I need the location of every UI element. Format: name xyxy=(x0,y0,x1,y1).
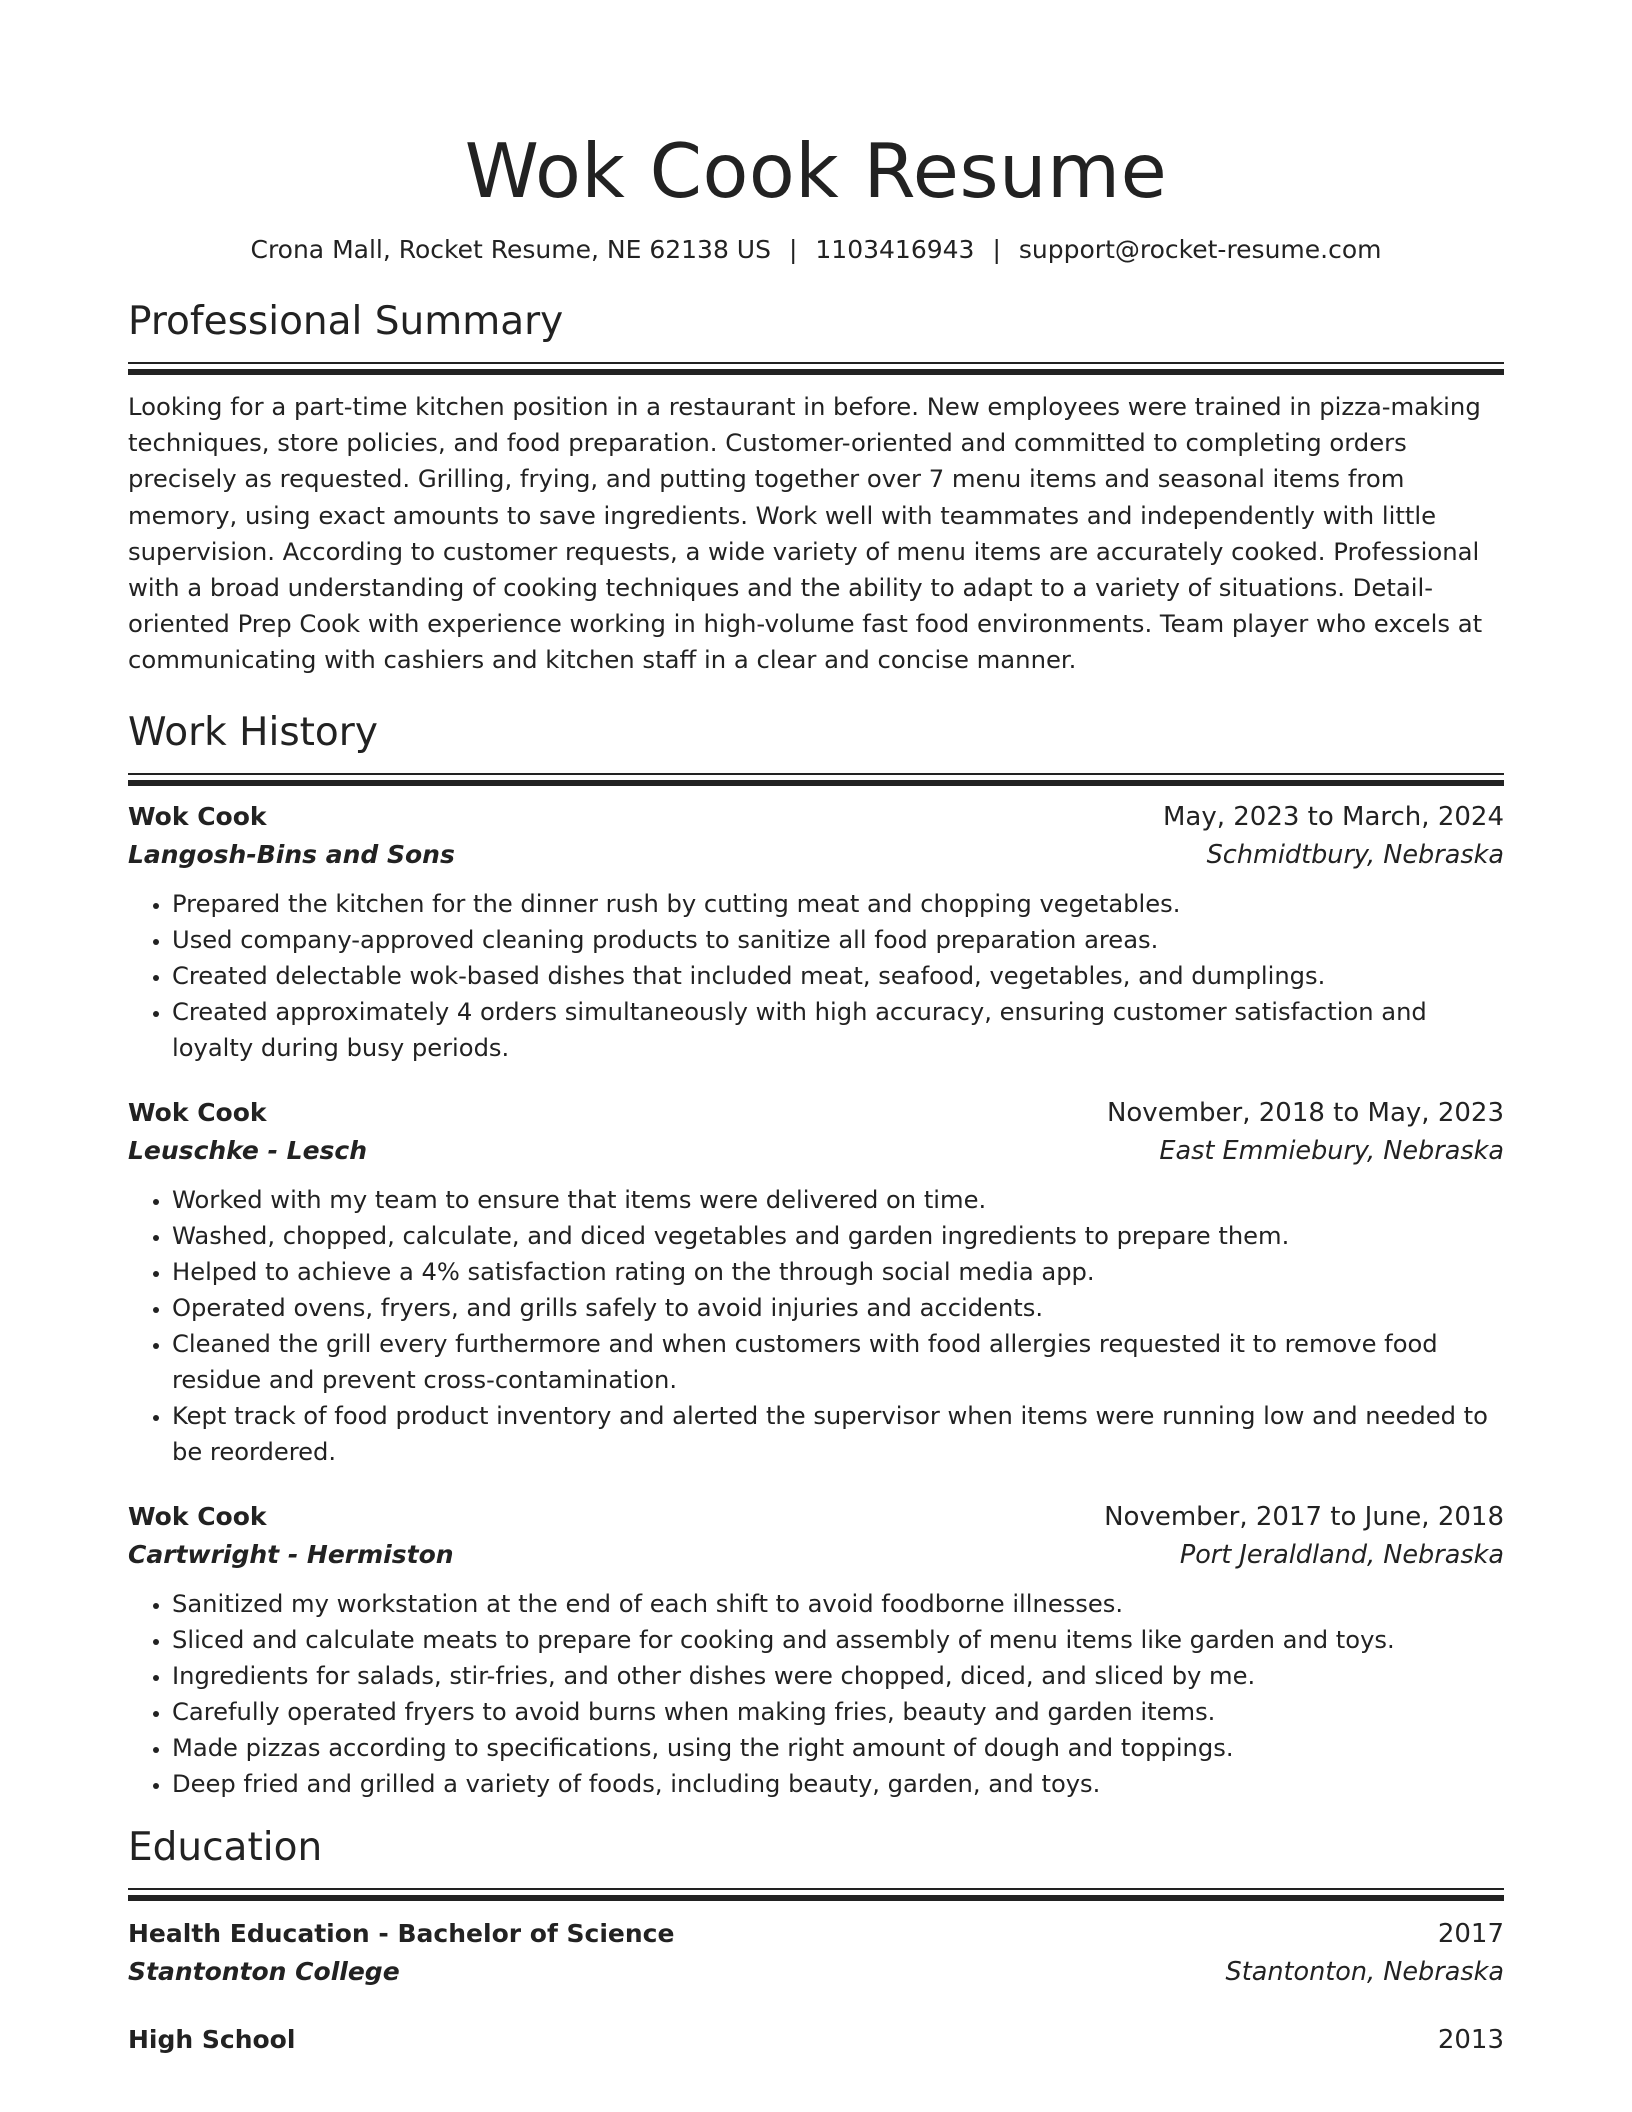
list-item: • Sliced and calculate meats to prepare for cooking and assembly of menu items like garden and toys. xyxy=(172,1622,1504,1658)
education-entry xyxy=(128,2021,1504,2059)
section-title-education: Education xyxy=(128,1824,323,1870)
education-section xyxy=(128,1822,1504,2059)
school-location: Stantonton, Nebraska xyxy=(1225,1956,1504,1987)
company-name: Leuschke - Lesch xyxy=(128,1135,368,1165)
job-entry xyxy=(128,1498,1504,1802)
job-title: Wok Cook xyxy=(128,1501,267,1531)
job-duties-list xyxy=(128,1182,1504,1470)
summary-section xyxy=(128,296,1504,679)
list-item: • Operated ovens, fryers, and grills safely to avoid injuries and accidents. xyxy=(172,1290,1504,1326)
job-dates: May, 2023 to March, 2024 xyxy=(1162,801,1504,832)
list-item: • Washed, chopped, calculate, and diced vegetables and garden ingredients to prepare them. xyxy=(172,1218,1504,1254)
contact-phone: 1103416943 xyxy=(815,235,975,264)
section-title-work-history: Work History xyxy=(128,709,378,755)
contact-address: Crona Mall, Rocket Resume, NE 62138 US xyxy=(250,235,771,264)
list-item: • Prepared the kitchen for the dinner rush by cutting meat and chopping vegetables. xyxy=(172,886,1504,922)
job-location: East Emmiebury, Nebraska xyxy=(1159,1135,1504,1166)
graduation-year: 2017 xyxy=(1437,1918,1504,1949)
company-name: Cartwright - Hermiston xyxy=(128,1539,454,1569)
list-item: • Made pizzas according to specifications, using the right amount of dough and toppings. xyxy=(172,1730,1504,1766)
job-location: Port Jeraldland, Nebraska xyxy=(1179,1539,1504,1570)
list-item: • Created approximately 4 orders simultaneously with high accuracy, ensuring customer satisfaction and loyalty during busy periods. xyxy=(172,994,1504,1066)
degree-name: Health Education - Bachelor of Science xyxy=(128,1918,675,1948)
school-name: Stantonton College xyxy=(128,1956,400,1986)
section-title-summary: Professional Summary xyxy=(128,299,564,344)
list-item: • Ingredients for salads, stir-fries, and other dishes were chopped, diced, and sliced by me. xyxy=(172,1658,1504,1694)
list-item: • Sanitized my workstation at the end of each shift to avoid foodborne illnesses. xyxy=(172,1586,1504,1622)
contact-separator: | xyxy=(788,235,798,264)
list-item: • Carefully operated fryers to avoid burns when making fries, beauty and garden items. xyxy=(172,1694,1504,1730)
list-item: • Worked with my team to ensure that items were delivered on time. xyxy=(172,1182,1504,1218)
resume-title: Wok Cook Resume xyxy=(464,127,1168,215)
list-item: • Cleaned the grill every furthermore and when customers with food allergies requested it to remove food residue and prevent cross-contamination. xyxy=(172,1326,1504,1398)
summary-text: Looking for a part-time kitchen position in a restaurant in before. New employees were trained in pizza-making techniques, store policies, and food preparation. Customer-oriented and committed to completing orders precisely as requested. Grilling, frying, and putting together over 7 menu items and seasonal items from memory, using exact amounts to save ingredients. Work well with teammates and independently with little supervision. According to customer requests, a wide variety of menu items are accurately cooked. Professional with a broad understanding of cooking techniques and the ability to adapt to a variety of situations. Detail-oriented Prep Cook with experience working in high-volume fast food environments. Team player who excels at communicating with cashiers and kitchen staff in a clear and concise manner. xyxy=(128,392,1483,675)
job-title: Wok Cook xyxy=(128,801,267,831)
job-title: Wok Cook xyxy=(128,1097,267,1127)
graduation-year: 2013 xyxy=(1437,2024,1504,2055)
contact-line xyxy=(128,234,1504,266)
list-item: • Used company-approved cleaning products to sanitize all food preparation areas. xyxy=(172,922,1504,958)
contact-email: support@rocket-resume.com xyxy=(1018,235,1382,264)
job-duties-list xyxy=(128,886,1504,1066)
education-entry xyxy=(128,1915,1504,1991)
job-dates: November, 2018 to May, 2023 xyxy=(1106,1097,1504,1128)
section-divider xyxy=(128,773,1504,786)
job-entry xyxy=(128,1094,1504,1470)
list-item: • Kept track of food product inventory and alerted the supervisor when items were running low and needed to be reordered. xyxy=(172,1398,1504,1470)
degree-name: High School xyxy=(128,2024,296,2054)
section-divider xyxy=(128,1888,1504,1901)
list-item: • Helped to achieve a 4% satisfaction rating on the through social media app. xyxy=(172,1254,1504,1290)
work-history-section xyxy=(128,707,1504,1802)
job-entry xyxy=(128,798,1504,1066)
job-location: Schmidtbury, Nebraska xyxy=(1206,839,1504,870)
list-item: • Created delectable wok-based dishes that included meat, seafood, vegetables, and dumplings. xyxy=(172,958,1504,994)
section-divider xyxy=(128,362,1504,375)
job-duties-list xyxy=(128,1586,1504,1802)
contact-separator: | xyxy=(992,235,1001,264)
company-name: Langosh-Bins and Sons xyxy=(128,839,455,869)
list-item: • Deep fried and grilled a variety of foods, including beauty, garden, and toys. xyxy=(172,1766,1504,1802)
job-dates: November, 2017 to June, 2018 xyxy=(1104,1501,1504,1532)
